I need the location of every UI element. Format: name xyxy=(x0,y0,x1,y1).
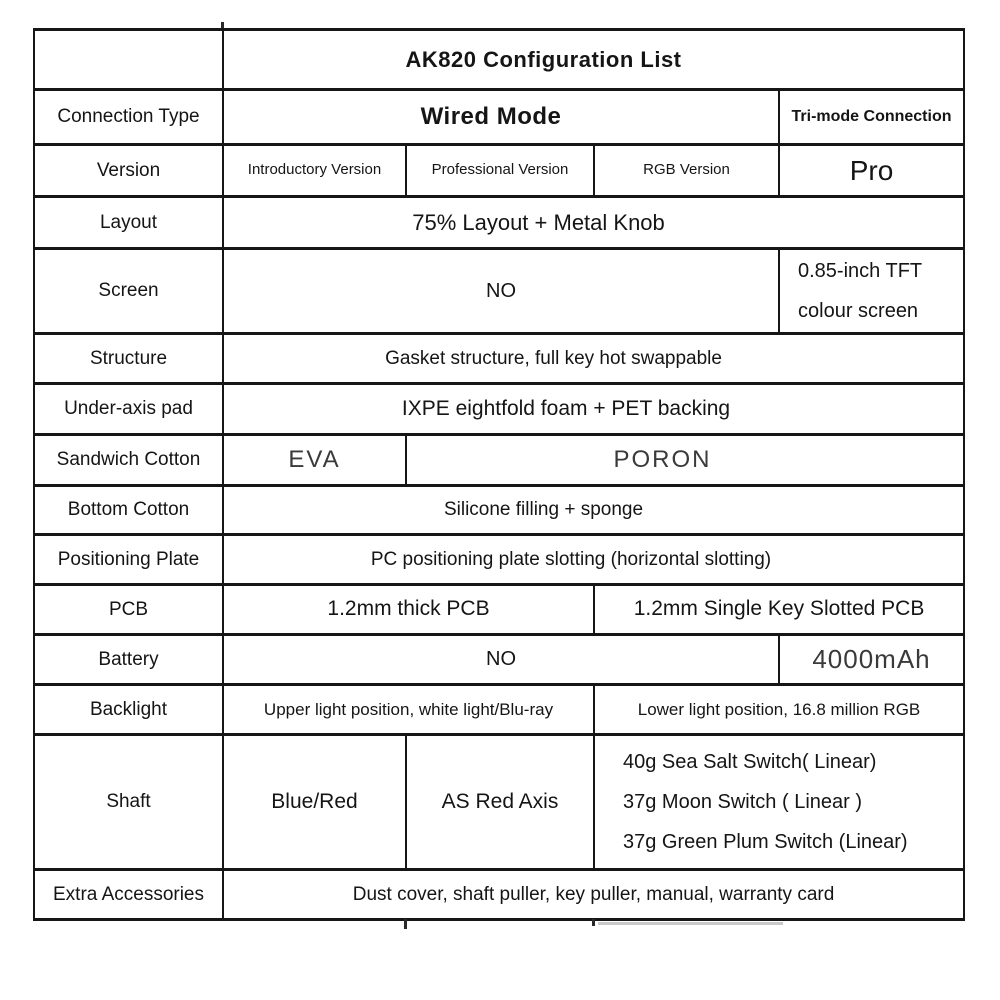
extra-accessories-row xyxy=(34,870,964,920)
layout-row xyxy=(34,197,964,249)
scan-artifact-tick-bottom-1 xyxy=(404,919,407,929)
bottom-cotton-label: Bottom Cotton xyxy=(34,486,223,535)
screen-wired-value: NO xyxy=(223,249,779,334)
version-tri-mode-pro: Pro xyxy=(779,145,964,197)
screen-tri-line2: colour screen xyxy=(798,300,919,322)
shaft-switch-list xyxy=(594,735,964,870)
backlight-white-value: Upper light position, white light/Blu-ray xyxy=(223,685,594,735)
pcb-slotted-value: 1.2mm Single Key Slotted PCB xyxy=(594,585,964,635)
title-row xyxy=(34,30,964,90)
pcb-label: PCB xyxy=(34,585,223,635)
version-label: Version xyxy=(34,145,223,197)
backlight-row xyxy=(34,685,964,735)
switch-sea-salt: 40g Sea Salt Switch( Linear) xyxy=(623,751,877,773)
tri-mode-header: Tri-mode Connection xyxy=(779,90,964,145)
scan-artifact-smudge xyxy=(598,922,783,925)
scan-artifact-tick-top xyxy=(221,22,224,28)
configuration-table xyxy=(33,28,965,921)
bottom-cotton-value: Silicone filling + sponge xyxy=(223,486,964,535)
positioning-plate-row xyxy=(34,535,964,585)
page-title: AK820 Configuration List xyxy=(223,30,964,90)
battery-label: Battery xyxy=(34,635,223,685)
layout-label: Layout xyxy=(34,197,223,249)
structure-label: Structure xyxy=(34,334,223,384)
shaft-row xyxy=(34,735,964,870)
shaft-introductory-value: Blue/Red xyxy=(223,735,406,870)
under-axis-pad-value: IXPE eightfold foam + PET backing xyxy=(223,384,964,435)
positioning-plate-value: PC positioning plate slotting (horizontal slotting) xyxy=(223,535,964,585)
structure-value: Gasket structure, full key hot swappable xyxy=(223,334,964,384)
pcb-wired-value: 1.2mm thick PCB xyxy=(223,585,594,635)
switch-moon: 37g Moon Switch ( Linear ) xyxy=(623,791,863,813)
version-introductory: Introductory Version xyxy=(223,145,406,197)
title-row-empty-cell xyxy=(34,30,223,90)
extra-accessories-label: Extra Accessories xyxy=(34,870,223,920)
shaft-label: Shaft xyxy=(34,735,223,870)
backlight-rgb-value: Lower light position, 16.8 million RGB xyxy=(594,685,964,735)
under-axis-pad-row xyxy=(34,384,964,435)
version-professional: Professional Version xyxy=(406,145,594,197)
extra-accessories-value: Dust cover, shaft puller, key puller, manual, warranty card xyxy=(223,870,964,920)
switch-green-plum: 37g Green Plum Switch (Linear) xyxy=(623,831,908,853)
wired-mode-header: Wired Mode xyxy=(223,90,779,145)
connection-type-label: Connection Type xyxy=(34,90,223,145)
battery-row xyxy=(34,635,964,685)
shaft-professional-value: AS Red Axis xyxy=(406,735,594,870)
scan-artifact-tick-bottom-2 xyxy=(592,919,595,926)
layout-value: 75% Layout + Metal Knob xyxy=(223,197,964,249)
spec-sheet xyxy=(33,28,965,921)
sandwich-cotton-eva: EVA xyxy=(223,435,406,486)
screen-tri-line1: 0.85-inch TFT xyxy=(798,260,923,282)
bottom-cotton-row xyxy=(34,486,964,535)
sandwich-cotton-poron: PORON xyxy=(406,435,964,486)
battery-wired-value: NO xyxy=(223,635,779,685)
connection-type-row xyxy=(34,90,964,145)
under-axis-pad-label: Under-axis pad xyxy=(34,384,223,435)
version-rgb: RGB Version xyxy=(594,145,779,197)
battery-tri-mode-value: 4000mAh xyxy=(779,635,964,685)
sandwich-cotton-row xyxy=(34,435,964,486)
sandwich-cotton-label: Sandwich Cotton xyxy=(34,435,223,486)
backlight-label: Backlight xyxy=(34,685,223,735)
positioning-plate-label: Positioning Plate xyxy=(34,535,223,585)
screen-row xyxy=(34,249,964,334)
screen-label: Screen xyxy=(34,249,223,334)
screen-tri-mode-value xyxy=(779,249,964,334)
pcb-row xyxy=(34,585,964,635)
version-row xyxy=(34,145,964,197)
structure-row xyxy=(34,334,964,384)
